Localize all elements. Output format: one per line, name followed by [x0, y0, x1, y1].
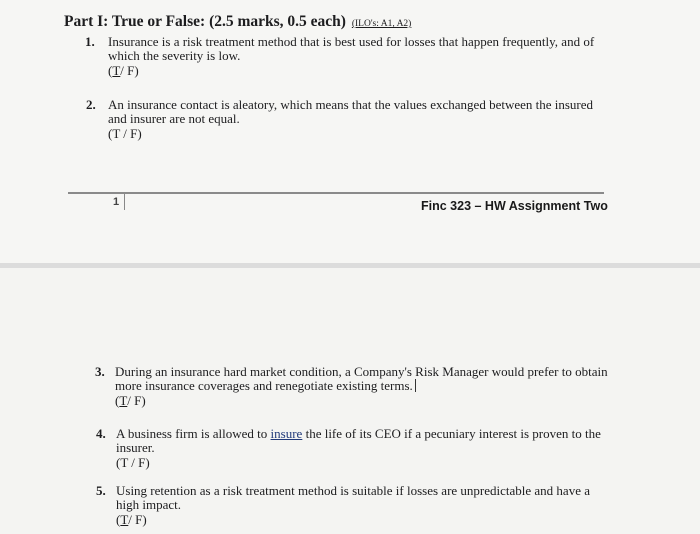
- question-number: 1.: [85, 34, 95, 49]
- question-text: An insurance contact is aleatory, which means that the values exchanged between the insured and insurer are not equal.: [108, 97, 594, 126]
- selected-true: T: [120, 512, 129, 527]
- true-false-choice: (T/ F): [108, 63, 139, 78]
- heading-title: Part I: True or False: (2.5 marks, 0.5 each): [64, 13, 346, 30]
- footer-rule: [68, 192, 604, 194]
- selected-true: T: [119, 393, 128, 408]
- question-text: Using retention as a risk treatment method is suitable if losses are unpredictable and have a high impact.: [116, 483, 590, 512]
- true-false-choice: (T/ F): [115, 393, 146, 408]
- document-page-bottom: [0, 268, 700, 534]
- insure-link[interactable]: insure: [270, 426, 303, 441]
- section-heading: [64, 13, 411, 31]
- question-number: 2.: [86, 97, 96, 112]
- true-false-choice: (T / F): [108, 126, 142, 141]
- question-number: 3.: [95, 364, 105, 379]
- question-text: During an insurance hard market condition, a Company's Risk Manager would prefer to obtain more insurance coverages and renegotiate existing terms.: [115, 364, 608, 393]
- question-text-start: A business firm is allowed to: [116, 426, 268, 441]
- question-text-end: the life of its CEO if a pecuniary interest is proven to the insurer.: [116, 426, 601, 455]
- question-text: Insurance is a risk treatment method that is best used for losses that happen frequently, and of which the severity is low.: [108, 34, 595, 63]
- true-false-choice: (T / F): [116, 455, 150, 470]
- text-cursor: [415, 379, 416, 392]
- page-number-divider: [124, 194, 125, 210]
- question-number: 5.: [96, 483, 106, 498]
- selected-true: T: [112, 63, 121, 78]
- footer-title: Finc 323 – HW Assignment Two: [421, 199, 608, 213]
- heading-ilo: (ILO's: A1, A2): [351, 19, 412, 29]
- page-number: 1: [113, 196, 120, 208]
- document-page-top: [0, 0, 700, 265]
- question-number: 4.: [96, 426, 106, 441]
- true-false-choice: (T/ F): [116, 512, 147, 527]
